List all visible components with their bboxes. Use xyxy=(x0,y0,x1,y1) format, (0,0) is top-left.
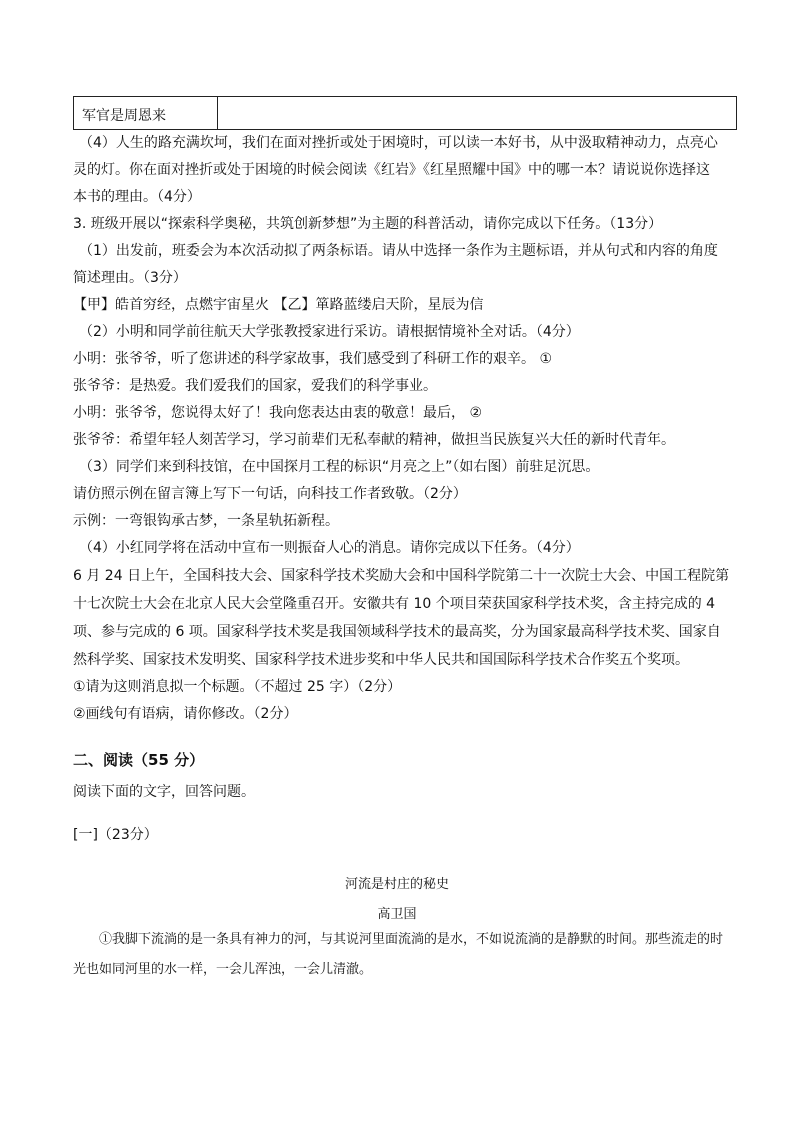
news-line: 项、参与完成的 6 项。国家科学技术奖是我国领域科学技术的最高奖，分为国家最高科学技术奖、国家自 xyxy=(73,624,721,640)
example-line: 示例：一弯银钩承古梦，一条星轨拓新程。 xyxy=(73,513,339,529)
question-line: （2）小明和同学前往航天大学张教授家进行采访。请根据情境补全对话。（4分） xyxy=(79,324,580,340)
table-cell-label: 军官是周恩来 xyxy=(74,97,218,129)
table-cell-answer xyxy=(218,97,736,129)
dialogue-line: 张爷爷：希望年轻人刻苦学习，学习前辈们无私奉献的精神，做担当民族复兴大任的新时代青年。 xyxy=(73,432,675,448)
article-paragraph: ①我脚下流淌的是一条具有神力的河，与其说河里面流淌的是水，不如说流淌的是静默的时间。那些流走的时光也如同河里的水一样，一会儿浑浊，一会儿清澈。 xyxy=(73,932,724,977)
question-line: 本书的理由。（4分） xyxy=(73,189,201,205)
part-label: [一]（23分） xyxy=(73,827,158,843)
slogan-line: 【甲】皓首穷经，点燃宇宙星火 【乙】箪路蓝缕启天阶，星辰为信 xyxy=(73,297,484,313)
task-line: ①请为这则消息拟一个标题。（不超过 25 字）（2分） xyxy=(73,679,402,695)
news-line: 然科学奖、国家技术发明奖、国家科学技术进步奖和中华人民共和国国际科学技术合作奖五个奖项。 xyxy=(73,652,689,668)
question-line: 请仿照示例在留言簿上写下一句话，向科技工作者致敬。（2分） xyxy=(73,486,467,502)
section-title: 二、阅读（55 分） xyxy=(73,751,205,769)
task-line: ②画线句有语病，请你修改。（2分） xyxy=(73,706,298,722)
question-line: （4）人生的路充满坎坷，我们在面对挫折或处于困境时，可以读一本好书，从中汲取精神动力，点亮心 xyxy=(79,135,718,151)
article-title: 河流是村庄的秘史 xyxy=(344,877,449,892)
answer-table xyxy=(73,96,737,130)
question-heading: 3. 班级开展以“探索科学奥秘，共筑创新梦想”为主题的科普活动，请你完成以下任务。（13分） xyxy=(73,216,663,232)
question-line: 灵的灯。你在面对挫折或处于困境的时候会阅读《红岩》《红星照耀中国》中的哪一本？请说说你选择这 xyxy=(73,162,710,178)
article-author: 高卫国 xyxy=(377,907,417,922)
news-line: 6 月 24 日上午，全国科技大会、国家科学技术奖励大会和中国科学院第二十一次院士大会、中国工程院第 xyxy=(73,568,730,584)
dialogue-line: 小明：张爷爷，您说得太好了！我向您表达由衷的敬意！最后， ② xyxy=(73,405,482,421)
question-line: （4）小红同学将在活动中宣布一则振奋人心的消息。请你完成以下任务。（4分） xyxy=(79,540,580,556)
news-line: 十七次院士大会在北京人民大会堂隆重召开。安徽共有 10 个项目荣获国家科学技术奖，含主持完成的 4 xyxy=(73,596,716,612)
question-line: （3）同学们来到科技馆，在中国探月工程的标识“月亮之上”（如右图）前驻足沉思。 xyxy=(79,459,600,475)
question-line: （1）出发前，班委会为本次活动拟了两条标语。请从中选择一条作为主题标语，并从句式和内容的角度 xyxy=(79,243,718,259)
instruction-line: 阅读下面的文字，回答问题。 xyxy=(73,784,255,800)
dialogue-line: 小明：张爷爷，听了您讲述的科学家故事，我们感受到了科研工作的艰辛。 ① xyxy=(73,351,552,367)
question-line: 简述理由。（3分） xyxy=(73,270,187,286)
dialogue-line: 张爷爷：是热爱。我们爱我们的国家，爱我们的科学事业。 xyxy=(73,378,437,394)
